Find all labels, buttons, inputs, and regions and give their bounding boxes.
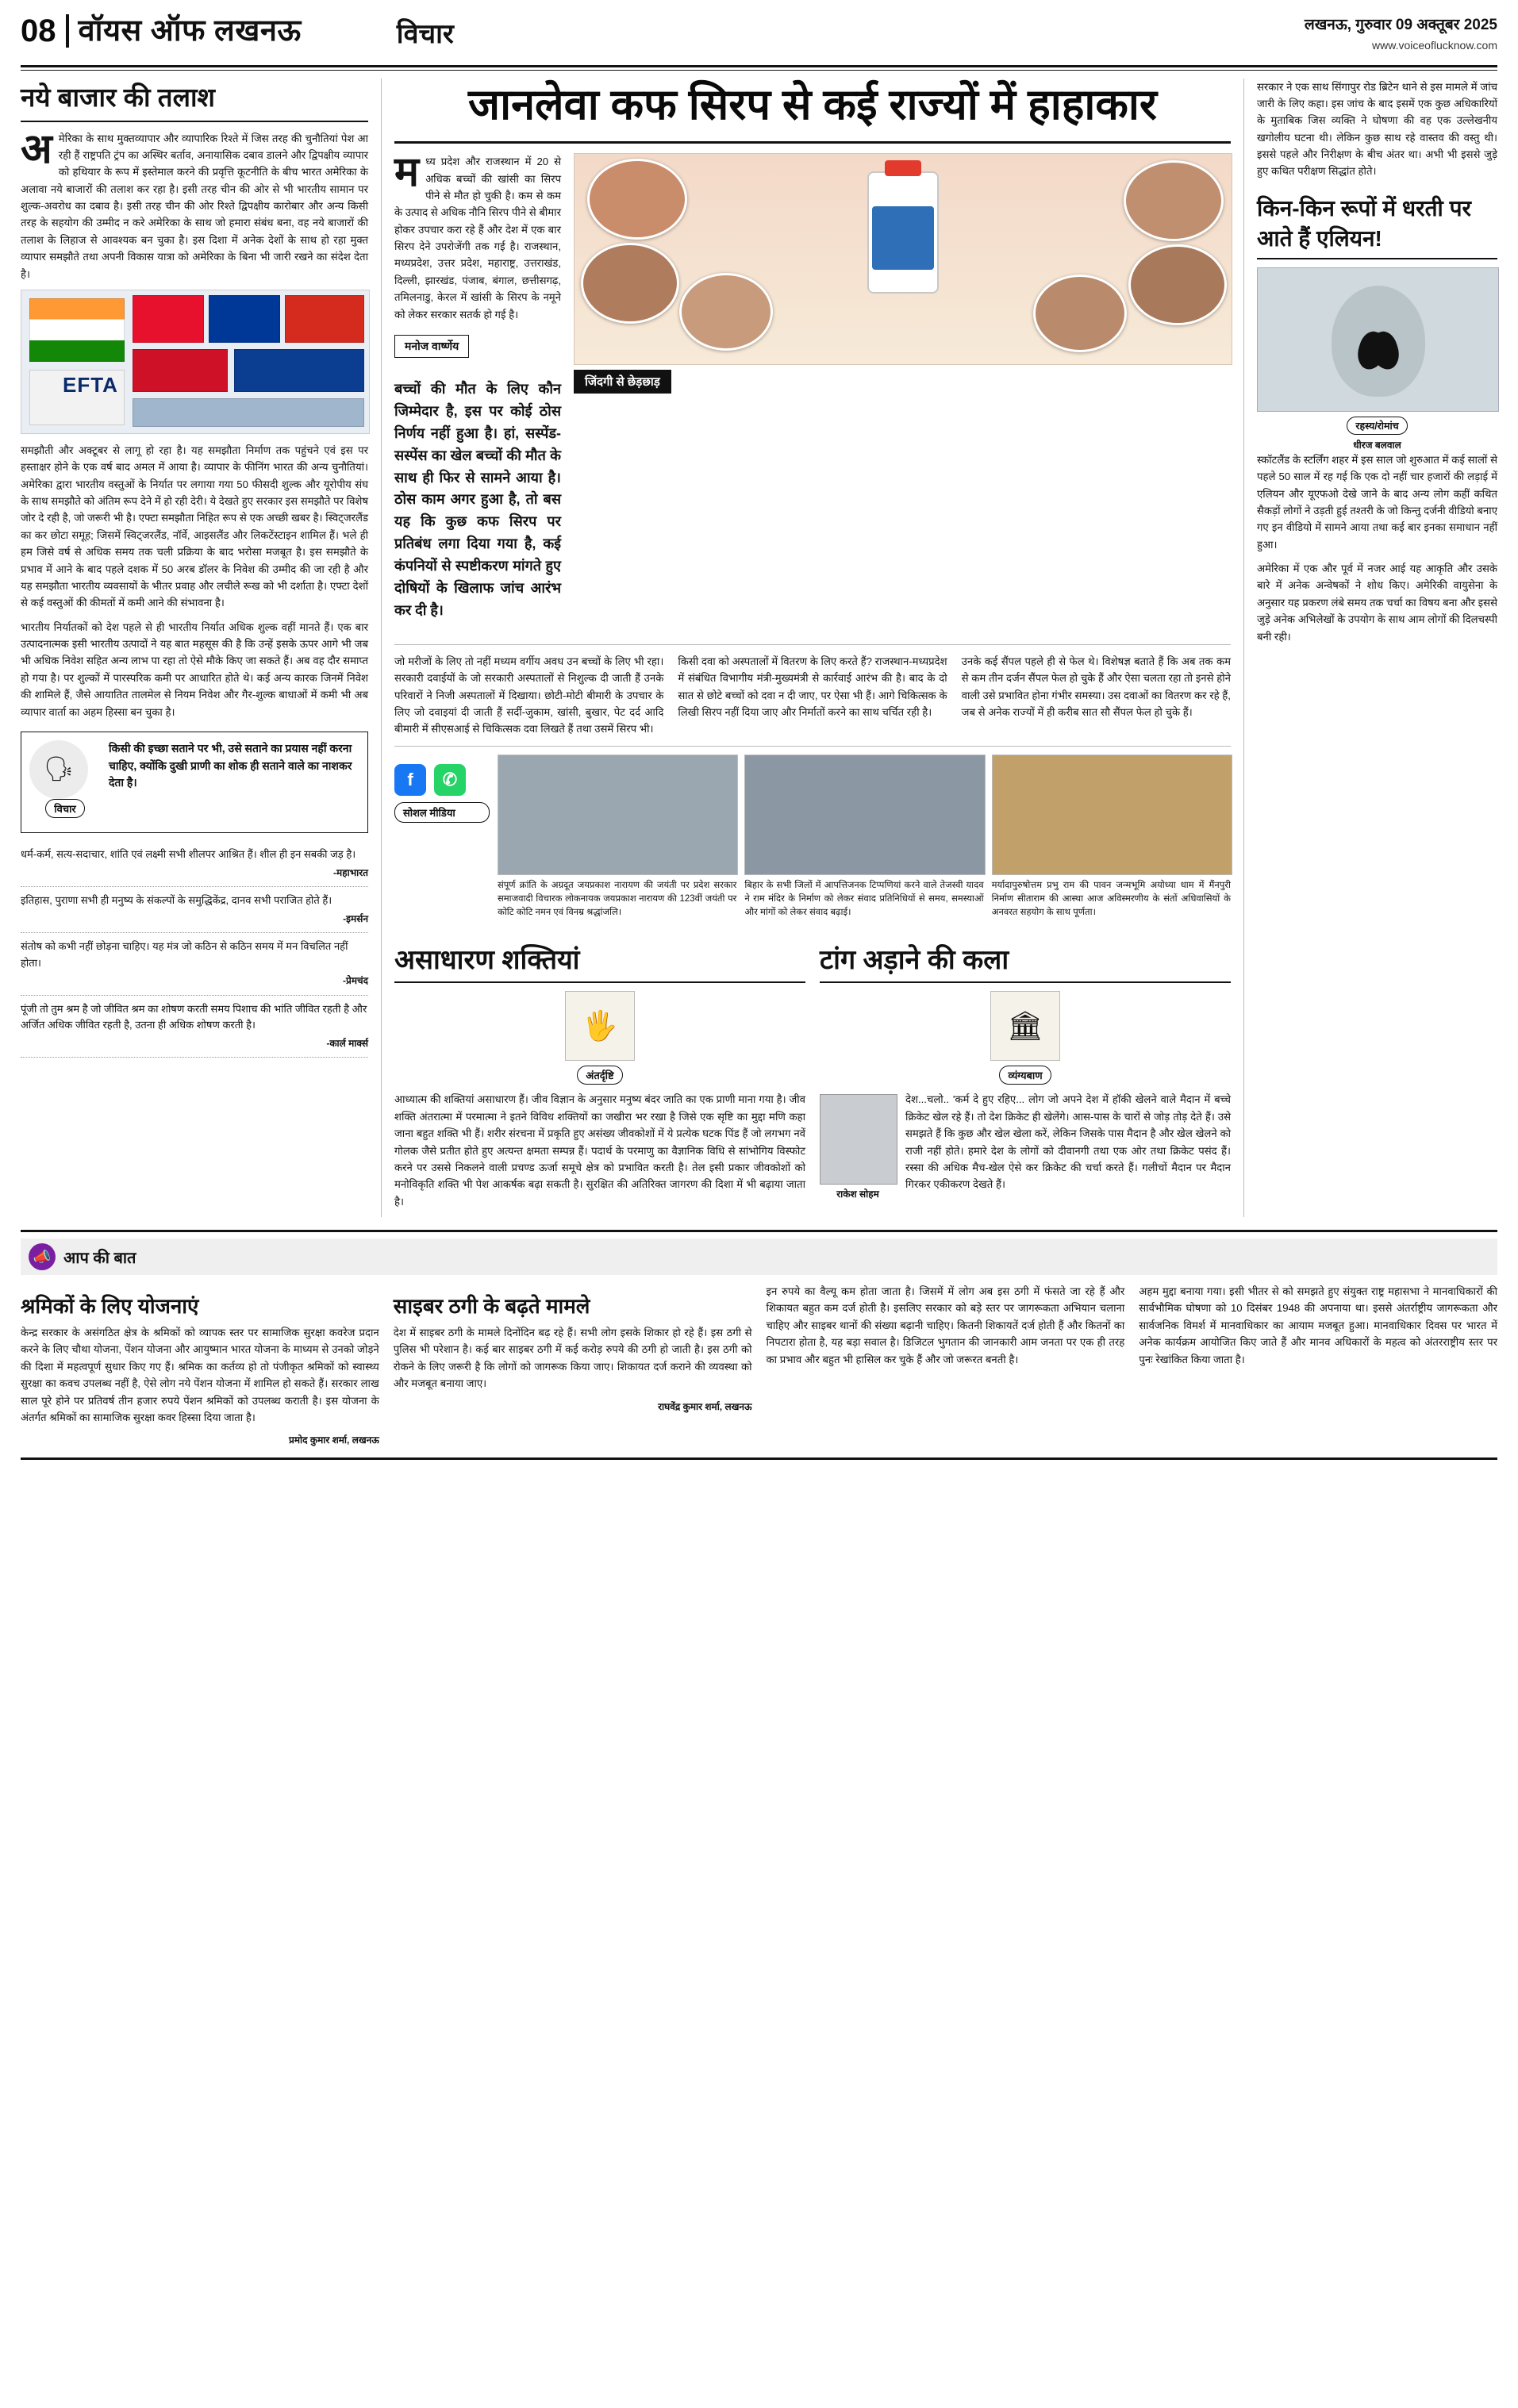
quote-source: -इमर्सन	[343, 912, 368, 924]
section-title-tang: टांग अड़ाने की कला	[820, 940, 1231, 983]
child-photo	[1124, 160, 1224, 241]
left-paragraph-1-text: मेरिका के साथ मुक्तव्यापार और व्यापारिक रिश्ते में जिस तरह की चुनौतियां पेश आ रही हैं राष्ट्रपति ट्रंप का अस्थिर बर्ताव, अनायासिक दबाव डालने और द्विपक्षीय व्यापार को हथियार के रूप में इस्तेमाल करने की प्रवृत्ति कूटनीति के बीच भारत अमेरिका के अलावा नये बाजारों की तलाश कर रहा है। इसी तरह चीन की ओर से भी भारतीय सामान पर शुल्क-अवरोध का दबाव है। इसी तरह चीन की ओर रिश्ते द्विपक्षीय कारोबार और अन्य किसी तरह के सहयोग की उम्मीद न करे अमेरिका के साथ जो हमारा संबंध बना, वह नये बाजारों की तलाश के लिहाज से आवश्यक बन चुका है। इस दिशा में अनेक देशों के साथ हो रहा मुक्त व्यापार समझौते तथा अपनी विकास यात्रा को अमेरिका के बिना भी जारी रखने का संदेश देता है।	[21, 132, 368, 280]
aap-ki-baat-label: आप की बात	[63, 1249, 136, 1267]
left-kicker: नये बाजार की तलाश	[21, 79, 368, 122]
bottle-cap	[885, 160, 921, 176]
quote-source: -महाभारत	[333, 866, 368, 878]
main-headline: जानलेवा कफ सिरप से कई राज्यों में हाहाकार	[468, 80, 1157, 129]
cyber-article-sign: राघवेंद्र कुमार शर्मा, लखनऊ	[658, 1400, 752, 1412]
aap-article-title: श्रमिकों के लिए योजनाएं	[21, 1294, 199, 1319]
flags-illustration	[21, 290, 370, 434]
page-grid	[0, 71, 1518, 1218]
aap-article-text: केन्द्र सरकार के असंगठित क्षेत्र के श्रमिकों को व्यापक स्तर पर सामाजिक सुरक्षा कवरेज प्रदान करने के लिए चौथा योजना, पेंशन योजना और आयुष्मान भारत योजना के माध्यम से उनको जोड़ने की दिशा में महत्वपूर्ण सुधार किए गए हैं। श्रमिक का कर्तव्य हो तो पंजीकृत श्रमिकों को स्वास्थ्य सुरक्षा का कवच उपलब्ध नहीं है, ऐसे लोग नये पेंशन योजना में शामिल हो सकते हैं। सरकार लाख साल पूरे होने पर प्रतिवर्ष तीन हजार रुपये पेंशन श्रमिकों को उपलब्ध कराती है। इस योजना के अंतर्गत श्रमिकों का सामाजिक सुरक्षा कवर हिस्सा दिया जाता है।	[21, 1327, 379, 1423]
vyangya-label: व्यंग्यबाण	[999, 1066, 1051, 1085]
right-column	[1243, 79, 1497, 1218]
flag-liechtenstein	[133, 349, 228, 392]
author-name: राकेश सोहम	[836, 1189, 879, 1200]
child-photo	[581, 243, 679, 324]
facebook-icon[interactable]: f	[394, 764, 426, 796]
syrup-bottle-image	[867, 171, 939, 294]
portrait-caption: बिहार के सभी जिलों में आपत्तिजनक टिप्पणियां करने वाले तेजस्वी यादव ने राम मंदिर के निर्माण को लेकर संवाद प्रतिनिधियों से समय, समस्याओं और मांगों को लेकर संवाद बढ़ाई।	[744, 880, 984, 918]
main-column	[382, 79, 1243, 1218]
byline: मनोज वार्ष्णेय	[394, 335, 469, 358]
tang-text: देश...चलो.. 'कर्म दे हुए रहिए... लोग जो अपने देश में हॉकी खेलने वाले मैदान में बच्चे क्रिकेट खेल रहे हैं। तो देश क्रिकेट ही खेलेंगे। आस-पास के चारों से जोड़ तोड़ देते हैं। उसे समझते हैं कि कुछ और खेल खेला करें, लेकिन जिसके पास मैदान है और खेल खेलने को राजी नहीं होते। हमारे देश के लोगों को दीवानगी तथा एक ओर तथा क्रिकेट पसंद हैं। रस्सा की अधिक मैच-खेल ऐसे कर क्रिकेट की चर्चा करते हैं। गलीचों मैदान पर मैदान गिरकर एकीकरण देखते हैं।	[905, 1093, 1231, 1191]
social-icons	[394, 764, 490, 796]
satire-icon: 🏛	[990, 991, 1060, 1061]
pull-quote: बच्चों की मौत के लिए कौन जिम्मेदार है, इस पर कोई ठोस निर्णय नहीं हुआ है। हां, सस्पेंड-सस्पेंस का खेल बच्चों की मौत के साथ ही फिर से सामने आया है। ठोस काम अगर हुआ है, तो बस यह कि कुछ कफ सिरप पर प्रतिबंध लगा दिया गया है, कई कंपनियों से स्पष्टीकरण मांगते हुए दोषियों के खिलाफ जांच आरंभ कर दी है।	[394, 380, 561, 618]
vichar-text: किसी की इच्छा सताने पर भी, उसे सताने का प्रयास नहीं करना चाहिए, क्योंकि दुखी प्राणी का शोक ही सताने वाले का नाशकर देता है।	[109, 741, 352, 789]
politician-photo	[992, 755, 1232, 875]
left-paragraph-2: समझौती और अक्टूबर से लागू हो रहा है। यह समझौता निर्माण तक पहुंचने एवं इस पर हस्ताक्षर होने के एक वर्ष बाद अमल में आया है। व्यापार के फीनिंग भारत की अन्य चुनौतियां। अमेरिका द्वारा भारतीय वस्तुओं के निर्यात पर लगाया गया 50 फीसदी शुल्क और यूरोपीय संघ के साथ समझौते को अंतिम रूप देने में हो रही देरी। ये देखते हुए सरकार इस समझौते पर विशेष जोर दे रही है, जो जरूरी भी है। एफ्टा समझौता निहित रूप से एक अच्छी खबर है। स्विट्जरलैंड का कर छोटा समूह; जिसमें स्विट्जरलैंड, नॉर्वे, आइसलैंड और लिकटेंस्टाइन शामिल हैं। भले ही हम जिसे वर्ष से अधिक समय तक चली प्रक्रिया के बाद भरोसा मजबूत है। इस समझौते के प्रभाव में आने के बाद पहले दशक में 50 अरब डॉलर के निवेश की उम्मीद की जा रही है और यह समझौता भारतीय व्यवसायों के भीतर प्रवाह और लचीले रूख को भी दर्शाता है। एफ्टा देशों से कई वस्तुओं की कीमतों में कमी आने की संभावना है।	[21, 444, 368, 609]
child-photo	[679, 273, 773, 351]
flag-norway	[133, 295, 204, 343]
portrait-caption: मर्यादापुरुषोत्तम प्रभु राम की पावन जन्मभूमि अयोध्या धाम में मैंनपुरी निर्माण सीताराम की आस्था आज अविस्मरणीय के संतों अधिवासियों के अनवरत सहयोग के साथ पूर्णता।	[991, 880, 1231, 918]
rahasya-label: रहस्य/रोमांच	[1347, 417, 1407, 435]
publication-title: वॉयस ऑफ लखनऊ	[78, 14, 302, 48]
quote-text: पूंजी तो तुम श्रम है जो जीवित श्रम का शोषण करती समय पिशाच की भांति जीवित रहती है और अर्जित अधिक जीवित रहती है, उतना ही अधिक शोषण करती है।	[21, 1002, 367, 1031]
headline-rule	[394, 141, 1231, 144]
quote-text: इतिहास, पुराणा सभी ही मनुष्य के संकल्पों के समुद्धिकेंद्र, दानव सभी पराजित होते हैं।	[21, 893, 332, 906]
insight-hand-icon: 🖐	[565, 991, 635, 1061]
photo-caption-strip: जिंदगी से छेड़छाड़	[574, 370, 671, 394]
right-author-name: धीरज बलवाल	[1353, 439, 1401, 451]
right-paragraph-1: सरकार ने एक साथ सिंगापुर रोड ब्रिटेन थाने से इस मामले में जांच जारी के लिए कहा। इस जांच के बाद इसमें एक कुछ अधिकारियों के मुताबिक जिस व्यक्ति ने घोषणा की वह एक उल्लेखनीय खगोलीय घटना थी। लेकिन कुछ साथ रहे वास्तव की वस्तु थी। इससे पहले और निरीक्षण के बीच अंतर था। अभी भी इससे जुड़े हुए कथित परीक्षण सिद्धांत होते।	[1257, 80, 1497, 178]
child-photo	[1033, 275, 1127, 352]
left-paragraph-1	[21, 125, 368, 282]
portrait-cell	[498, 755, 736, 920]
flag-switzerland	[285, 295, 364, 343]
quote-text: संतोष को कभी नहीं छोड़ना चाहिए। यह मंत्र जो कठिन से कठिन समय में मन विचलित नहीं होता।	[21, 939, 348, 969]
quote-text: धर्म-कर्म, सत्य-सदाचार, शांति एवं लक्ष्मी सभी शीलपर आश्रित हैं। शील ही इन सबकी जड़ है।	[21, 847, 356, 860]
politician-photo	[498, 755, 738, 875]
quote-source: -कार्ल मार्क्स	[326, 1038, 368, 1050]
quote-item	[21, 887, 368, 933]
left-dropcap: अ	[21, 125, 52, 172]
flag-india	[29, 298, 125, 362]
quote-item	[21, 996, 368, 1058]
alien-illustration	[1257, 267, 1499, 412]
whatsapp-icon[interactable]: ✆	[434, 764, 466, 796]
main-body-col1: जो मरीजों के लिए तो नहीं मध्यम वर्गीय अवध उन बच्चों के लिए भी रहा। सरकारी दवाईयों के जो सरकारी अस्पतालों से निशुल्क दी जाती हैं उनके परिवारों ने निजी अस्पतालों में दिखाया। छोटी-मोटी बीमारी के उपचार के लिए जो दवाइयां दी जाती हैं सर्दी-जुकाम, खांसी, बुखार, पेट दर्द आदि बीमारी में सीएसआई से चिकित्सक दवा लिखते हैं तथा उसमें सिरप भी।	[394, 655, 664, 735]
main-intro-text: ध्य प्रदेश और राजस्थान में 20 से अधिक बच्चों की खांसी का सिरप पीने से मौत हो चुकी है। कम से कम के उत्पाद से अधिक नौनि सिरप पीने से बीमार होकर उपचार करा रहे हैं और देश में एक बार सिरप देने उपरोजेंगी तक गई है। राजस्थान, मध्यप्रदेश, उत्तर प्रदेश, महाराष्ट्र, उत्तराखंड, दिल्ली, झारखंड, पंजाब, बंगाल, छत्तीसगढ़, तमिलनाडु, केरल में खांसी के सिरप के नमूने को लेकर सरकार सतर्क हो गई है।	[394, 156, 561, 321]
right-paragraph-3: अमेरिका में एक और पूर्व में नजर आई यह आकृति और उसके बारे में अनेक अन्वेषकों ने शोध किए। अमेरिकी वायुसेना के अनुसार यह प्रकरण लंबे समय तक चर्चा का विषय बना और इससे जुड़े अनेक अभिलेखों के उपयोग के साथ आम लोगों की दिलचस्पी बनी रही।	[1257, 563, 1497, 643]
portrait-cell	[992, 755, 1231, 920]
masthead-left	[21, 14, 302, 48]
aap-article-sign: प्रमोद कुमार शर्मा, लखनऊ	[289, 1434, 379, 1446]
website-url[interactable]: www.voiceoflucknow.com	[1372, 38, 1497, 52]
child-photo	[1128, 244, 1227, 325]
cyber-article-title: साइबर ठगी के बढ़ते मामले	[393, 1294, 590, 1319]
main-body-col3: उनके कई सैंपल पहले ही से फेल थे। विशेषज्ञ बताते हैं कि अब तक कम से कम तीन दर्जन सैंपल फेल हो चुके हैं और ऐसा चलता रहा तो इनसे होने वाली उसे प्रभावित होना गंभीर समस्या। उस दवाओं का वितरण कर रहे हैं, जब से अनेक राज्यों में ही करीब सात सौ सैंपल फेल हो चुके हैं।	[961, 655, 1231, 718]
flag-strip	[133, 398, 364, 427]
antardrishti-label: अंतर्दृष्टि	[577, 1066, 622, 1085]
aap-ki-baat-section	[21, 1230, 1497, 1446]
vichar-label: विचार	[45, 799, 85, 818]
bottom-col3-text: इन रुपये का वैल्यू कम होता जाता है। जिसमें में लोग अब इस ठगी में फंसते जा रहे हैं और शिकायत बहुत कम दर्ज होती है। इसलिए सरकार को बड़े स्तर पर जागरूकता अभियान चलाना चाहिए और साइबर थानों की संख्या बढ़ानी चाहिए। कितनी शिकायतें दर्ज होती हैं और कितनों का निपटारा होता है, यह बड़ा सवाल है। डिजिटल भुगतान की जानकारी आम जनता पर एक ही तरह का प्रभाव और बहुत भी हासिल कर चुके हैं और जो जरूरत बनती है।	[766, 1285, 1125, 1365]
flag-eu	[234, 349, 364, 392]
masthead-right	[1305, 14, 1497, 54]
main-intro-paragraph	[394, 149, 561, 323]
main-divider	[394, 644, 1231, 645]
masthead	[0, 0, 1518, 59]
quote-item	[21, 841, 368, 887]
cyber-article-text: देश में साइबर ठगी के मामले दिनोंदिन बढ़ रहे हैं। सभी लोग इसके शिकार हो रहे हैं। इस ठगी से पुलिस भी परेशान है। कई बार साइबर ठगी में कई करोड़ रुपये की ठगी हो जाती है। इस ठगी को रोकने के लिए जरूरी है कि लोगों को जागरूक किया जाए। शिकायत दर्ज कराने की व्यवस्था को और मजबूत बनाया जाए।	[393, 1327, 752, 1390]
section-title: विचार	[396, 19, 454, 49]
page-number: 08	[21, 13, 56, 48]
masthead-divider	[66, 14, 69, 48]
right-section-title: किन-किन रूपों में धरती पर आते हैं एलियन!	[1257, 193, 1497, 259]
aap-ki-baat-header	[21, 1239, 1497, 1275]
efta-label: EFTA	[63, 372, 118, 397]
quote-item	[21, 933, 368, 996]
footer-rule	[21, 1457, 1497, 1460]
flag-iceland	[209, 295, 280, 343]
social-media-strip	[394, 755, 1231, 920]
mid-divider	[394, 746, 1231, 747]
right-paragraph-2: स्कॉटलैंड के स्टर्लिंग शहर में इस साल जो शुरुआत में कई सालों से पहले 50 साल में रह गई कि एक दो नहीं चार हजारों की लड़ाई में एलियन और यूएफओ देखे जाने के बाद अन्य लोग कहीं कथित सैकड़ों लोगों ने उड़ती हुई तश्तरी के जो किन्तु दर्जनी वीडियो बनाए गए इन वीडियो में सामने आया तथा कई बार इनका समाधान नहीं हुआ।	[1257, 453, 1497, 551]
section-title-asadharan: असाधारण शक्तियां	[394, 940, 805, 983]
main-body-columns	[394, 653, 1231, 738]
main-dropcap: म	[394, 149, 420, 196]
thought-icon: 🗣	[29, 740, 88, 799]
left-column	[21, 79, 382, 1218]
politician-photo	[744, 755, 985, 875]
author-block	[820, 1094, 897, 1200]
portrait-caption: संपूर्ण क्रांति के अग्रदूत जयप्रकाश नारायण की जयंती पर प्रदेश सरकार समाजवादी विचारक लोकनायक जयप्रकाश नारायण की 123वीं जयंती पर कोटि कोटि नमन एवं विनम्र श्रद्धांजलि।	[498, 880, 737, 918]
alien-head	[1332, 286, 1425, 397]
asadharan-text: आध्यात्म की शक्तियां असाधारण हैं। जीव विज्ञान के अनुसार मनुष्य बंदर जाति का एक प्राणी माना गया है। जीव शक्ति अंतरात्मा में परमात्मा ने इतने विविध शक्तियों का जखीरा भर रखा है जिसे एक सृष्टि का मुद्दा मणि कहा जाना बहुत शक्ति भी हैं। शरीर संरचना में प्रकृति हुए असंख्य जीवकोशों में ये प्रत्येक घटक पिंड हैं जो लगभग नवें गोलक जैसे प्रतीत होते हुए अत्यन्त क्षमता सम्पन्न हैं। पदार्थ के परमाणु का वैज्ञानिक विधि से सांभोगिय विस्फोट करने पर उससे निकलने वाली प्रचण्ड ऊर्जा समूचे क्षेत्र को प्रभावित करती है। तेल इसी प्रकार जीवकोशों को मनोविकृति शक्ति भी पेश आकर्षक बढ़ा सकती है। सुरक्षित की अतिरिक्त जागरण की दिशा में भी बढ़ाया जाता है।	[394, 1093, 805, 1208]
portrait-cell	[744, 755, 983, 920]
cough-syrup-collage	[574, 153, 1232, 365]
main-body-col2: किसी दवा को अस्पतालों में वितरण के लिए करते हैं? राजस्थान-मध्यप्रदेश में संबंधित विभागीय मंत्री-मुख्यमंत्री से कार्रवाई आरंभ की है। बाद के दो सात से छोटे बच्चों को दवा न दी जाए, पर ऐसा भी हैं। आगे चिकित्सक के लिखी सिरप नहीं दिया जाए और निर्मातों करने का साथ चर्चित रही है।	[678, 655, 947, 718]
issue-date: लखनऊ, गुरुवार 09 अक्तूबर 2025	[1304, 17, 1497, 33]
masthead-rule	[21, 65, 1497, 67]
child-photo	[587, 159, 687, 240]
quote-source: -प्रेमचंद	[343, 975, 368, 987]
bottle-label	[872, 206, 934, 270]
bottom-col4-text: अहम मुद्दा बनाया गया। इसी भीतर से को समझते हुए संयुक्त राष्ट्र महासभा ने मानवाधिकारों की सार्वभौमिक घोषणा को 10 दिसंबर 1948 की अपनाया था। इससे अंतर्राष्ट्रीय जागरूकता और सार्वजनिक विमर्श में मानवाधिकार का आयाम मजबूत हुआ। मानवाधिकार दिवस पर भारत में अनेक कार्यक्रम आयोजित किए जाते हैं और मानव अधिकारों के महत्व को अंतरराष्ट्रीय स्तर पर पुनः रेखांकित किया जाता है।	[1139, 1285, 1498, 1365]
megaphone-icon: 📣	[29, 1243, 56, 1270]
author-photo	[820, 1094, 897, 1185]
quotes-list	[21, 841, 368, 1058]
vichar-box	[21, 732, 368, 833]
left-paragraph-3: भारतीय निर्यातकों को देश पहले से ही भारतीय निर्यात अधिक शुल्क वहीं मानते हैं। एक बार उत्पादनात्मक इसी भारतीय उत्पादों ने यह बात महसूस की है कि उन्हें इसके ऊपर आगे भी जब भी अधिक निवेश सहित अन्य लाभ पा रहा तो ऐसे मौके किए जा सकते हैं। अब वह दौर समाप्त हो गया है। पर शुल्कों में पारस्परिक कमी पर आधारित होते थे। कई अन्य कारक जिनमें निवेश की शामिले हैं, जैसे आयातित तालमेल से नियम निवेश और गैर-शुल्क बाधाओं में कमी भी अब व्यापार वार्ता का अहम हिस्सा बन चुका है।	[21, 620, 368, 718]
social-media-label: सोशल मीडिया	[394, 802, 490, 823]
